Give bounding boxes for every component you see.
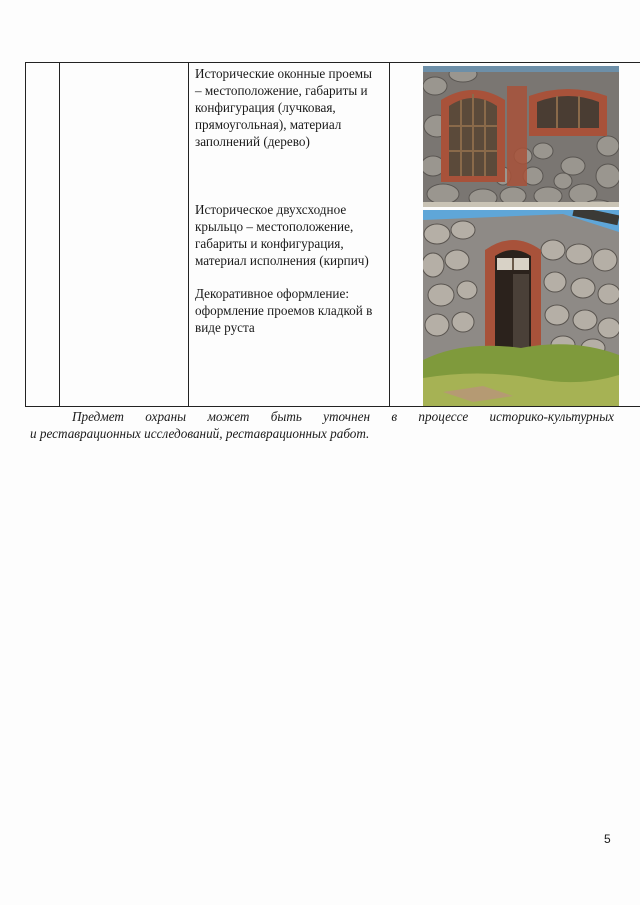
- description-cell: [189, 63, 390, 407]
- page-number: 5: [604, 832, 611, 846]
- footnote-line-2: и реставрационных исследований, реставрационных работ.: [30, 426, 370, 441]
- footnote: [30, 408, 614, 442]
- footnote-line-1: Предмет охраны может быть уточнен в процессе историко-культурных: [72, 409, 614, 424]
- windows-description: Исторические оконные проемы – местоположение, габариты и конфигурация (лучковая, прямоугольная), материал заполнений (дерево): [195, 66, 373, 149]
- protection-table: [25, 62, 640, 407]
- windows-photo: [423, 66, 619, 207]
- number-cell: [26, 63, 60, 407]
- porch-description: Историческое двухсходное крыльцо – местоположение, габариты и конфигурация, материал исполнения (кирпич): [195, 202, 369, 268]
- porch-photo: [423, 210, 619, 406]
- decoration-description: Декоративное оформление: оформление проемов кладкой в виде руста: [195, 286, 373, 335]
- table-row: [26, 63, 640, 407]
- type-cell: [60, 63, 189, 407]
- photo-cell: [390, 63, 640, 407]
